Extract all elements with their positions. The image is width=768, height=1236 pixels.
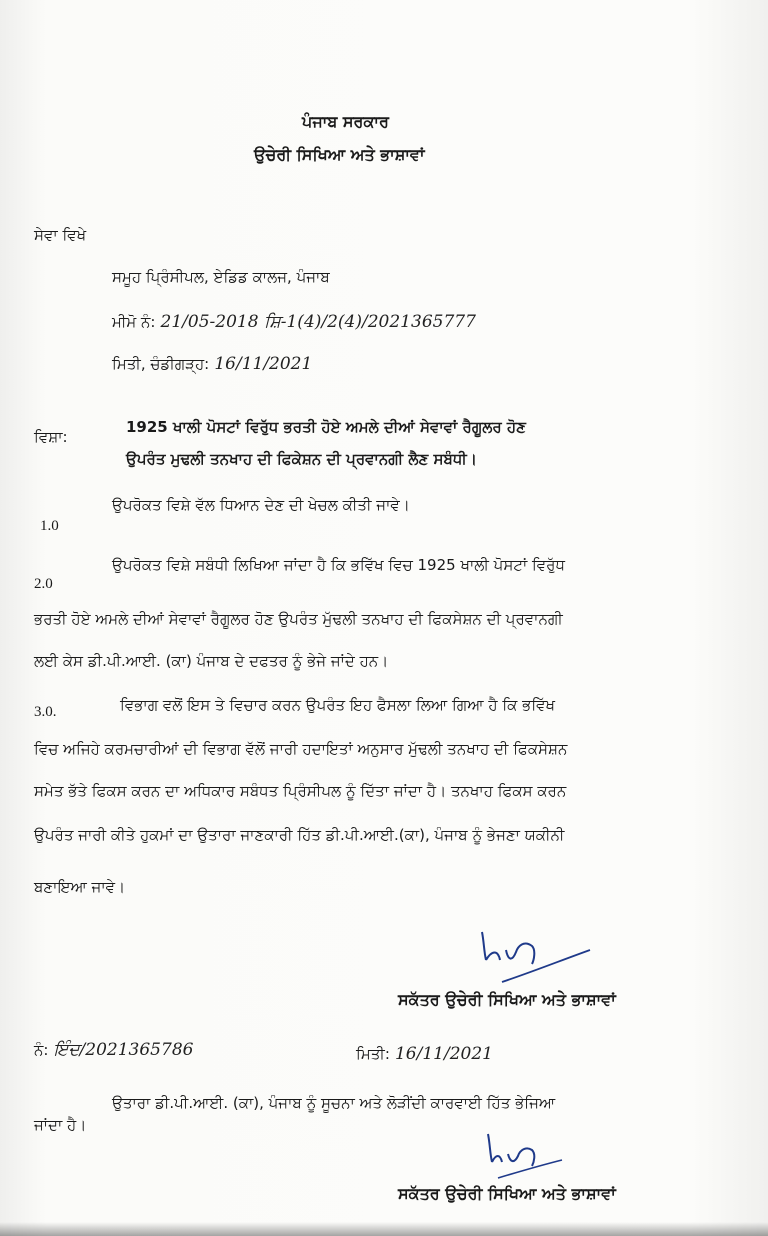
para-2-line-1: ਉਪਰੋਕਤ ਵਿਸ਼ੇ ਸਬੰਧੀ ਲਿਖਿਆ ਜਾਂਦਾ ਹੈ ਕਿ ਭਵਿੱਖ ਵਿਚ 1925 ਖਾਲੀ ਪੋਸਟਾਂ ਵਿਰੁੱਧ <box>112 556 565 574</box>
endorsement-date-value: 16/11/2021 <box>394 1044 493 1064</box>
para-3-line-5: ਬਣਾਇਆ ਜਾਵੇ। <box>34 878 126 896</box>
signature-1-designation: ਸਕੱਤਰ ਉਚੇਰੀ ਸਿਖਿਆ ਅਤੇ ਭਾਸ਼ਾਵਾਂ <box>398 990 616 1009</box>
endorsement-number-value: ਇੰਦ/2021365786 <box>53 1040 194 1060</box>
para-2-line-2: ਭਰਤੀ ਹੋਏ ਅਮਲੇ ਦੀਆਂ ਸੇਵਾਵਾਂ ਰੈਗੂਲਰ ਹੋਣ ਉਪਰੰਤ ਮੁੱਢਲੀ ਤਨਖਾਹ ਦੀ ਫਿਕਸੇਸ਼ਨ ਦੀ ਪ੍ਰਵਾਨਗੀ <box>34 610 563 628</box>
date-label: ਮਿਤੀ, ਚੰਡੀਗੜ੍ਹ: <box>112 355 210 373</box>
date-row <box>112 354 312 374</box>
subject-label: ਵਿਸ਼ਾ: <box>34 428 68 446</box>
endorsement-number-label: ਨੰ: <box>34 1041 49 1059</box>
para-1-line-1: ਉਪਰੋਕਤ ਵਿਸ਼ੇ ਵੱਲ ਧਿਆਨ ਦੇਣ ਦੀ ਖੇਚਲ ਕੀਤੀ ਜਾਵੇ। <box>112 496 410 514</box>
date-value: 16/11/2021 <box>214 354 313 374</box>
para-3-line-4: ਉਪਰੰਤ ਜਾਰੀ ਕੀਤੇ ਹੁਕਮਾਂ ਦਾ ਉਤਾਰਾ ਜਾਣਕਾਰੀ ਹਿੱਤ ਡੀ.ਪੀ.ਆਈ.(ਕਾ), ਪੰਜਾਬ ਨੂੰ ਭੇਜਣਾ ਯਕੀਨੀ <box>34 826 565 844</box>
header-department: ਉਚੇਰੀ ਸਿਖਿਆ ਅਤੇ ਭਾਸ਼ਾਵਾਂ <box>254 145 425 164</box>
endorsement-date-label: ਮਿਤੀ: <box>356 1045 390 1063</box>
para-1-number: 1.0 <box>40 518 59 534</box>
memo-row <box>112 312 476 332</box>
header-government: ਪੰਜਾਬ ਸਰਕਾਰ <box>302 112 389 131</box>
endorsement-line-1: ਉਤਾਰਾ ਡੀ.ਪੀ.ਆਈ. (ਕਾ), ਪੰਜਾਬ ਨੂੰ ਸੂਚਨਾ ਅਤੇ ਲੋੜੀਂਦੀ ਕਾਰਵਾਈ ਹਿੱਤ ਭੇਜਿਆ <box>112 1094 556 1112</box>
para-2-line-3: ਲਈ ਕੇਸ ਡੀ.ਪੀ.ਆਈ. (ਕਾ) ਪੰਜਾਬ ਦੇ ਦਫਤਰ ਨੂੰ ਭੇਜੇ ਜਾਂਦੇ ਹਨ। <box>34 652 389 670</box>
subject-line-2: ਉਪਰੰਤ ਮੁਢਲੀ ਤਨਖਾਹ ਦੀ ਫਿਕੇਸ਼ਨ ਦੀ ਪ੍ਰਵਾਨਗੀ ਲੈਣ ਸਬੰਧੀ। <box>126 450 477 468</box>
para-3-number: 3.0. <box>34 704 57 720</box>
signature-2-mark <box>478 1128 568 1184</box>
signature-1-mark <box>472 920 602 990</box>
para-2-number: 2.0 <box>34 576 53 592</box>
recipient-line: ਸਮੂਹ ਪ੍ਰਿੰਸੀਪਲ, ਏਡਿਡ ਕਾਲਜ, ਪੰਜਾਬ <box>112 268 330 286</box>
endorsement-line-2: ਜਾਂਦਾ ਹੈ। <box>34 1116 87 1134</box>
endorsement-number-row <box>34 1040 193 1060</box>
para-3-line-2: ਵਿਚ ਅਜਿਹੇ ਕਰਮਚਾਰੀਆਂ ਦੀ ਵਿਭਾਗ ਵੱਲੋਂ ਜਾਰੀ ਹਦਾਇਤਾਂ ਅਨੁਸਾਰ ਮੁੱਢਲੀ ਤਨਖਾਹ ਦੀ ਫਿਕਸੇਸ਼ਨ <box>34 740 568 758</box>
para-3-line-3: ਸਮੇਤ ਭੱਤੇ ਫਿਕਸ ਕਰਨ ਦਾ ਅਧਿਕਾਰ ਸਬੰਧਤ ਪ੍ਰਿੰਸੀਪਲ ਨੂੰ ਦਿੱਤਾ ਜਾਂਦਾ ਹੈ। ਤਨਖਾਹ ਫਿਕਸ ਕਰਨ <box>34 782 567 800</box>
endorsement-date-row <box>356 1044 493 1064</box>
signature-2-designation: ਸਕੱਤਰ ਉਚੇਰੀ ਸਿਖਿਆ ਅਤੇ ਭਾਸ਼ਾਵਾਂ <box>398 1184 616 1203</box>
memo-label: ਮੀਮੋ ਨੰ: <box>112 313 156 331</box>
subject-line-1: 1925 ਖਾਲੀ ਪੋਸਟਾਂ ਵਿਰੁੱਧ ਭਰਤੀ ਹੋਏ ਅਮਲੇ ਦੀਆਂ ਸੇਵਾਵਾਂ ਰੈਗੂਲਰ ਹੋਣ <box>126 418 526 436</box>
para-3-line-1: ਵਿਭਾਗ ਵਲੋਂ ਇਸ ਤੇ ਵਿਚਾਰ ਕਰਨ ਉਪਰੰਤ ਇਹ ਫੈਸਲਾ ਲਿਆ ਗਿਆ ਹੈ ਕਿ ਭਵਿੱਖ <box>120 696 556 714</box>
memo-number: 21/05-2018 ਸ਼ਿ-1(4)/2(4)/2021365777 <box>160 312 476 332</box>
seva-vikhe-label: ਸੇਵਾ ਵਿਖੇ <box>34 226 87 244</box>
